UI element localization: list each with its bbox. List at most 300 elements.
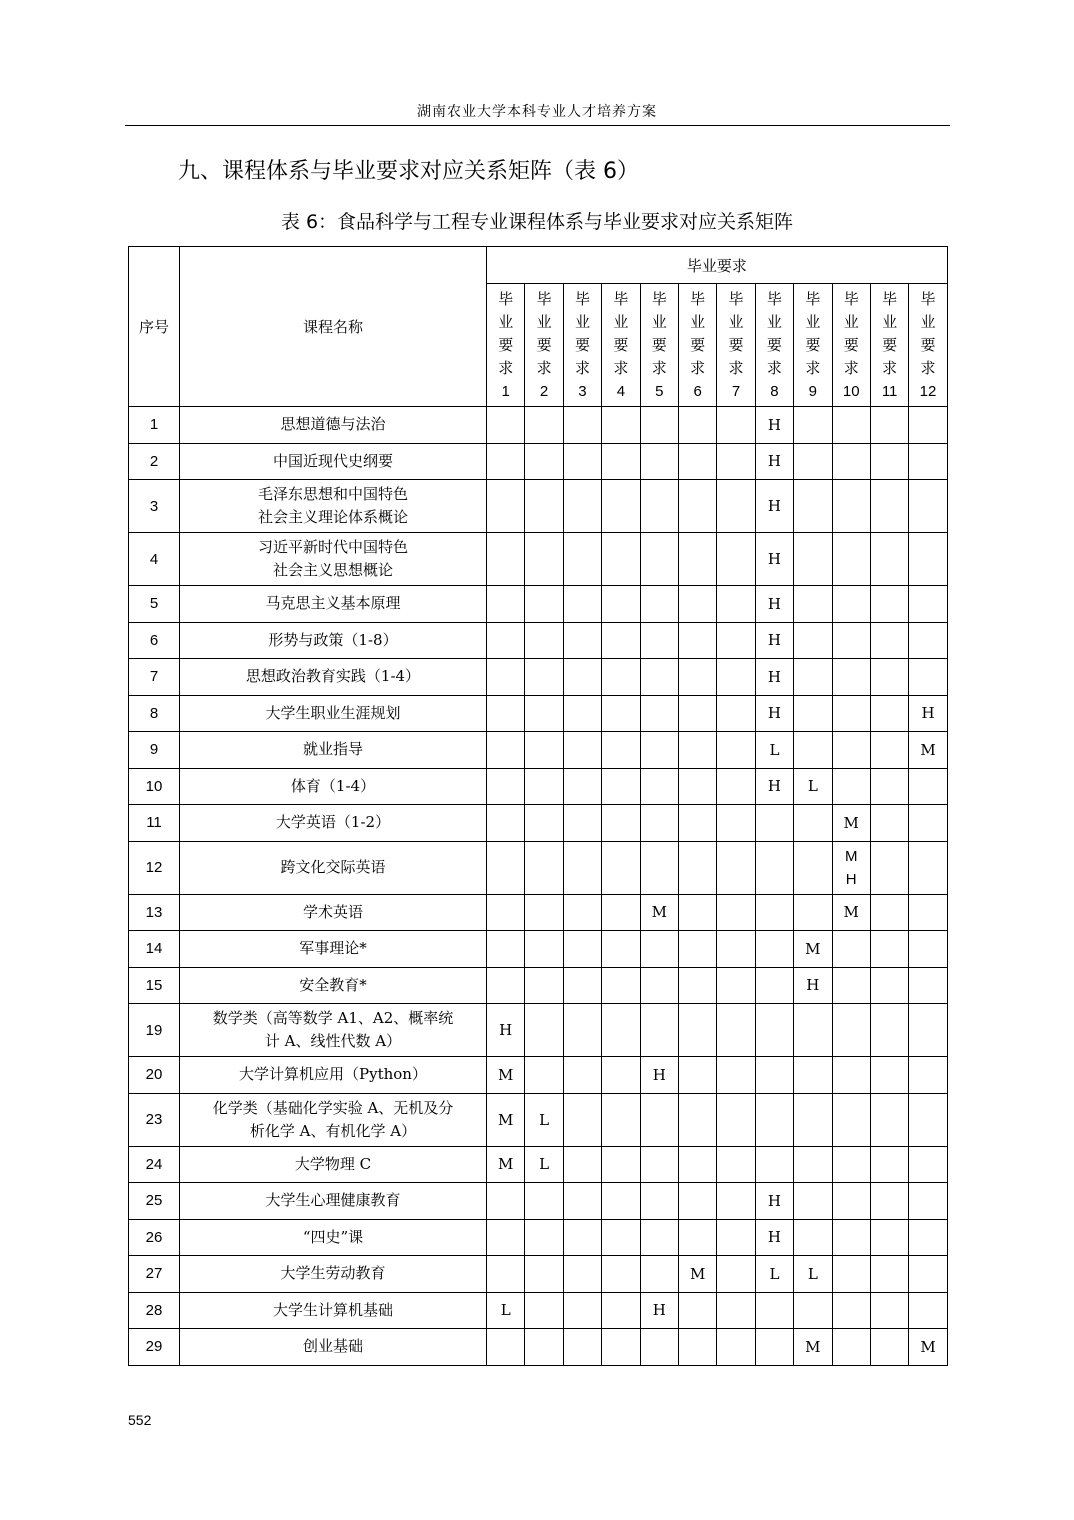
requirement-mark-cell: [909, 1292, 947, 1329]
course-name: [180, 1093, 487, 1146]
course-name: [180, 1004, 487, 1057]
requirement-mark-cell: [487, 841, 525, 894]
requirement-mark-cell: L: [755, 1256, 793, 1293]
requirement-mark-cell: [717, 1329, 755, 1366]
requirement-mark-cell: [563, 841, 601, 894]
requirement-mark-cell: M: [832, 805, 870, 842]
requirement-mark-cell: H: [755, 622, 793, 659]
requirement-mark-cell: [909, 967, 947, 1004]
row-index: 12: [129, 841, 180, 894]
row-index: 5: [129, 586, 180, 623]
requirement-mark-cell: [755, 841, 793, 894]
table-row: [129, 1256, 948, 1293]
requirement-mark-cell: [870, 443, 908, 480]
requirement-mark-cell: [563, 586, 601, 623]
requirement-mark-cell: [678, 622, 716, 659]
requirement-mark-cell: [525, 768, 563, 805]
requirement-mark-cell: [487, 732, 525, 769]
requirement-mark-cell: [678, 659, 716, 696]
requirement-mark-cell: [794, 1219, 832, 1256]
requirement-mark-cell: [487, 1219, 525, 1256]
requirement-mark-cell: [909, 894, 947, 931]
requirement-mark-cell: [794, 586, 832, 623]
requirement-mark-cell: [602, 1292, 640, 1329]
requirement-mark-cell: [717, 768, 755, 805]
row-index: 7: [129, 659, 180, 696]
requirement-mark-cell: H: [755, 443, 793, 480]
requirement-mark-cell: [563, 443, 601, 480]
requirement-mark-cell: [717, 586, 755, 623]
requirement-mark-cell: [640, 768, 678, 805]
requirement-mark-cell: [640, 1256, 678, 1293]
course-name: [180, 695, 487, 732]
requirement-mark-cell: [909, 586, 947, 623]
requirement-mark-cell: [870, 533, 908, 586]
requirement-mark-cell: [487, 443, 525, 480]
requirement-mark-cell: [755, 1329, 793, 1366]
requirement-mark-cell: H: [755, 768, 793, 805]
course-name: [180, 1146, 487, 1183]
page-number: 552: [128, 1412, 152, 1428]
requirement-mark-cell: [487, 805, 525, 842]
row-index: 23: [129, 1093, 180, 1146]
requirement-mark-cell: L: [794, 768, 832, 805]
requirement-mark-cell: [563, 695, 601, 732]
table-row: [129, 894, 948, 931]
requirement-mark-cell: [563, 1004, 601, 1057]
requirement-mark-cell: [640, 805, 678, 842]
course-name: [180, 1219, 487, 1256]
requirement-mark-cell: M H: [832, 841, 870, 894]
requirement-mark-cell: [832, 967, 870, 1004]
requirement-mark-cell: [525, 967, 563, 1004]
table-row: [129, 443, 948, 480]
column-header-index: 序号: [129, 247, 180, 407]
row-index: 20: [129, 1057, 180, 1094]
row-index: 3: [129, 480, 180, 533]
requirement-mark-cell: [794, 1146, 832, 1183]
requirement-mark-cell: H: [487, 1004, 525, 1057]
requirement-mark-cell: [640, 967, 678, 1004]
requirement-mark-cell: [832, 695, 870, 732]
course-name-line: 体育（1-4）: [290, 776, 376, 795]
requirement-mark-cell: [909, 768, 947, 805]
table-row: [129, 931, 948, 968]
requirement-mark-cell: [832, 1146, 870, 1183]
course-name: [180, 732, 487, 769]
requirement-mark-cell: [909, 443, 947, 480]
requirement-mark-cell: [717, 407, 755, 444]
requirement-mark-cell: [678, 1292, 716, 1329]
requirement-mark-cell: H: [794, 967, 832, 1004]
table-caption: 表 6：食品科学与工程专业课程体系与毕业要求对应关系矩阵: [280, 211, 794, 233]
requirement-mark-cell: [602, 695, 640, 732]
column-group-requirements: 毕业要求: [487, 247, 948, 284]
requirement-mark-cell: [870, 732, 908, 769]
requirement-mark-cell: [870, 967, 908, 1004]
requirement-mark-cell: [717, 1093, 755, 1146]
requirement-mark-cell: [909, 805, 947, 842]
requirement-mark-cell: [870, 1292, 908, 1329]
requirement-mark-cell: [909, 1093, 947, 1146]
requirement-mark-cell: [640, 1004, 678, 1057]
course-name: [180, 407, 487, 444]
requirement-mark-cell: [717, 695, 755, 732]
requirement-mark-cell: [717, 967, 755, 1004]
requirement-mark-cell: [678, 1219, 716, 1256]
requirement-mark-cell: [832, 732, 870, 769]
table-row: [129, 732, 948, 769]
requirement-mark-cell: [487, 659, 525, 696]
row-index: 11: [129, 805, 180, 842]
requirement-mark-cell: [755, 931, 793, 968]
requirement-mark-cell: H: [755, 586, 793, 623]
requirement-mark-cell: [909, 533, 947, 586]
requirement-mark-cell: [794, 480, 832, 533]
requirement-mark-cell: [870, 805, 908, 842]
requirement-mark-cell: [640, 480, 678, 533]
row-index: 1: [129, 407, 180, 444]
requirement-mark-cell: H: [755, 659, 793, 696]
requirement-mark-cell: [525, 1292, 563, 1329]
requirement-mark-cell: [602, 586, 640, 623]
requirement-mark-cell: [909, 1146, 947, 1183]
table-row: [129, 1183, 948, 1220]
table-row: [129, 805, 948, 842]
requirement-mark-cell: [832, 407, 870, 444]
requirement-mark-cell: [602, 1183, 640, 1220]
course-name-line: 学术英语: [302, 902, 363, 921]
column-header-requirement-4: 毕 业 要 求 4: [602, 284, 640, 407]
requirement-mark-cell: [794, 1183, 832, 1220]
requirement-mark-cell: [487, 768, 525, 805]
requirement-mark-cell: [487, 622, 525, 659]
requirement-mark-cell: [870, 1183, 908, 1220]
course-name-line: 军事理论*: [299, 939, 367, 958]
requirement-mark-cell: [487, 967, 525, 1004]
requirement-mark-cell: M: [640, 894, 678, 931]
requirement-mark-cell: [487, 894, 525, 931]
requirement-mark-cell: [678, 768, 716, 805]
course-name-line: 思想政治教育实践（1-4）: [245, 667, 421, 686]
requirement-mark-cell: [794, 407, 832, 444]
requirement-mark-cell: [525, 480, 563, 533]
requirement-mark-cell: [909, 659, 947, 696]
requirement-mark-cell: [640, 695, 678, 732]
table-row: [129, 1292, 948, 1329]
requirement-mark-cell: [909, 1256, 947, 1293]
requirement-mark-cell: [602, 480, 640, 533]
table-row: [129, 1146, 948, 1183]
requirement-mark-cell: [487, 931, 525, 968]
requirement-mark-cell: [563, 407, 601, 444]
requirement-mark-cell: [794, 659, 832, 696]
requirement-mark-cell: [794, 443, 832, 480]
requirement-mark-cell: H: [755, 1183, 793, 1220]
requirement-mark-cell: [870, 659, 908, 696]
requirement-mark-cell: [602, 1004, 640, 1057]
requirement-mark-cell: [794, 894, 832, 931]
requirement-mark-cell: [602, 533, 640, 586]
requirement-mark-cell: [870, 1057, 908, 1094]
requirement-mark-cell: H: [755, 695, 793, 732]
column-header-requirement-5: 毕 业 要 求 5: [640, 284, 678, 407]
requirement-mark-cell: [832, 1093, 870, 1146]
requirement-mark-cell: [525, 1329, 563, 1366]
requirement-mark-cell: [678, 1329, 716, 1366]
requirement-mark-cell: [525, 659, 563, 696]
section-heading: 九、课程体系与毕业要求对应关系矩阵（表 6）: [178, 159, 639, 184]
column-header-requirement-3: 毕 业 要 求 3: [563, 284, 601, 407]
course-name: [180, 1057, 487, 1094]
requirement-mark-cell: M: [832, 894, 870, 931]
course-name: [180, 1329, 487, 1366]
requirement-mark-cell: [563, 894, 601, 931]
course-name: [180, 805, 487, 842]
column-header-requirement-9: 毕 业 要 求 9: [794, 284, 832, 407]
requirement-mark-cell: [678, 841, 716, 894]
requirement-mark-cell: [563, 533, 601, 586]
column-header-course: 课程名称: [180, 247, 487, 407]
course-name: [180, 967, 487, 1004]
course-name: [180, 1183, 487, 1220]
requirement-mark-cell: [563, 1057, 601, 1094]
requirement-mark-cell: [717, 894, 755, 931]
requirement-mark-cell: [525, 1004, 563, 1057]
requirement-mark-cell: [525, 695, 563, 732]
requirement-mark-cell: [755, 1057, 793, 1094]
requirement-mark-cell: [678, 1004, 716, 1057]
requirement-mark-cell: [794, 533, 832, 586]
table-row: [129, 1329, 948, 1366]
requirement-mark-cell: [870, 1146, 908, 1183]
requirement-mark-cell: H: [755, 480, 793, 533]
requirement-mark-cell: [870, 1004, 908, 1057]
requirement-mark-cell: L: [525, 1093, 563, 1146]
requirement-mark-cell: [870, 768, 908, 805]
requirement-mark-cell: [678, 894, 716, 931]
requirement-mark-cell: M: [678, 1256, 716, 1293]
requirement-mark-cell: [602, 659, 640, 696]
requirement-mark-cell: [794, 841, 832, 894]
requirement-mark-cell: [563, 659, 601, 696]
requirement-mark-cell: [678, 1093, 716, 1146]
requirement-mark-cell: M: [909, 732, 947, 769]
requirement-mark-cell: [832, 768, 870, 805]
requirement-mark-cell: [525, 586, 563, 623]
header-rule: [125, 125, 950, 126]
requirement-mark-cell: [717, 1057, 755, 1094]
requirements-matrix-table: [128, 246, 948, 1366]
requirement-mark-cell: [640, 732, 678, 769]
requirement-mark-cell: [525, 443, 563, 480]
course-name: [180, 894, 487, 931]
row-index: 2: [129, 443, 180, 480]
requirement-mark-cell: [832, 443, 870, 480]
requirement-mark-cell: [832, 622, 870, 659]
requirement-mark-cell: [563, 1183, 601, 1220]
requirement-mark-cell: [870, 480, 908, 533]
requirement-mark-cell: [602, 1219, 640, 1256]
requirement-mark-cell: [909, 1004, 947, 1057]
requirement-mark-cell: [717, 533, 755, 586]
requirement-mark-cell: M: [487, 1057, 525, 1094]
row-index: 24: [129, 1146, 180, 1183]
requirement-mark-cell: M: [487, 1093, 525, 1146]
requirement-mark-cell: [563, 1292, 601, 1329]
requirement-mark-cell: [678, 480, 716, 533]
requirement-mark-cell: [870, 407, 908, 444]
course-name-line: 大学生职业生涯规划: [265, 703, 401, 722]
requirement-mark-cell: [717, 931, 755, 968]
requirement-mark-cell: [640, 586, 678, 623]
course-name-line: 大学生心理健康教育: [265, 1191, 401, 1210]
requirement-mark-cell: [602, 443, 640, 480]
requirement-mark-cell: [525, 931, 563, 968]
requirement-mark-cell: [717, 1004, 755, 1057]
requirement-mark-cell: [563, 931, 601, 968]
requirement-mark-cell: H: [755, 407, 793, 444]
requirement-mark-cell: [525, 1183, 563, 1220]
requirement-mark-cell: [717, 1292, 755, 1329]
requirement-mark-cell: [755, 1004, 793, 1057]
requirement-mark-cell: [640, 1093, 678, 1146]
course-name-line: 中国近现代史纲要: [272, 451, 393, 470]
requirement-mark-cell: [870, 1093, 908, 1146]
requirement-mark-cell: [832, 1183, 870, 1220]
requirement-mark-cell: [832, 659, 870, 696]
requirement-mark-cell: M: [794, 1329, 832, 1366]
requirement-mark-cell: [602, 1329, 640, 1366]
requirement-mark-cell: [755, 1146, 793, 1183]
row-index: 10: [129, 768, 180, 805]
requirement-mark-cell: M: [794, 931, 832, 968]
row-index: 13: [129, 894, 180, 931]
requirement-mark-cell: [640, 931, 678, 968]
requirement-mark-cell: [678, 407, 716, 444]
column-header-requirement-7: 毕 业 要 求 7: [717, 284, 755, 407]
requirement-mark-cell: [602, 894, 640, 931]
requirement-mark-cell: [678, 967, 716, 1004]
table-row: [129, 1093, 948, 1146]
requirement-mark-cell: [640, 1329, 678, 1366]
requirement-mark-cell: [678, 695, 716, 732]
requirement-mark-cell: [678, 443, 716, 480]
course-name-line: 就业指导: [302, 740, 363, 759]
requirement-mark-cell: [525, 894, 563, 931]
requirement-mark-cell: [640, 533, 678, 586]
requirement-mark-cell: [717, 1146, 755, 1183]
requirement-mark-cell: [755, 967, 793, 1004]
requirement-mark-cell: [794, 732, 832, 769]
requirement-mark-cell: [794, 1093, 832, 1146]
column-header-requirement-8: 毕 业 要 求 8: [755, 284, 793, 407]
course-name-line: 化学类（基础化学实验 A、无机及分: [212, 1098, 454, 1117]
requirement-mark-cell: [640, 1146, 678, 1183]
requirement-mark-cell: [755, 894, 793, 931]
course-name: [180, 931, 487, 968]
requirement-mark-cell: [525, 407, 563, 444]
requirement-mark-cell: [832, 586, 870, 623]
row-index: 8: [129, 695, 180, 732]
row-index: 6: [129, 622, 180, 659]
requirement-mark-cell: [717, 805, 755, 842]
course-name-line: 跨文化交际英语: [280, 858, 386, 876]
table-row: [129, 480, 948, 533]
requirement-mark-cell: [717, 1183, 755, 1220]
requirement-mark-cell: [602, 1093, 640, 1146]
requirement-mark-cell: [909, 841, 947, 894]
row-index: 14: [129, 931, 180, 968]
requirement-mark-cell: [563, 732, 601, 769]
requirement-mark-cell: [678, 1057, 716, 1094]
requirement-mark-cell: [832, 1219, 870, 1256]
column-header-requirement-2: 毕 业 要 求 2: [525, 284, 563, 407]
row-index: 27: [129, 1256, 180, 1293]
course-name-line: 毛泽东思想和中国特色: [257, 485, 408, 503]
requirement-mark-cell: [755, 805, 793, 842]
requirement-mark-cell: [832, 1256, 870, 1293]
table-row: [129, 768, 948, 805]
requirement-mark-cell: [525, 1256, 563, 1293]
requirement-mark-cell: [563, 622, 601, 659]
requirement-mark-cell: [563, 1146, 601, 1183]
row-index: 28: [129, 1292, 180, 1329]
requirement-mark-cell: [678, 533, 716, 586]
requirement-mark-cell: [832, 1329, 870, 1366]
requirement-mark-cell: [487, 695, 525, 732]
row-index: 25: [129, 1183, 180, 1220]
requirement-mark-cell: [678, 586, 716, 623]
requirement-mark-cell: H: [640, 1292, 678, 1329]
requirement-mark-cell: [602, 1057, 640, 1094]
row-index: 29: [129, 1329, 180, 1366]
table-row: [129, 1004, 948, 1057]
row-index: 4: [129, 533, 180, 586]
requirement-mark-cell: [602, 622, 640, 659]
course-name-line: 思想道德与法治: [280, 415, 386, 434]
requirement-mark-cell: [909, 1183, 947, 1220]
requirement-mark-cell: [678, 805, 716, 842]
requirement-mark-cell: [832, 1004, 870, 1057]
requirement-mark-cell: [602, 1256, 640, 1293]
row-index: 15: [129, 967, 180, 1004]
requirement-mark-cell: H: [909, 695, 947, 732]
requirement-mark-cell: L: [487, 1292, 525, 1329]
requirement-mark-cell: [717, 732, 755, 769]
requirement-mark-cell: [602, 841, 640, 894]
column-header-requirement-11: 毕 业 要 求 11: [870, 284, 908, 407]
requirement-mark-cell: [563, 967, 601, 1004]
column-header-requirement-12: 毕 业 要 求 12: [909, 284, 947, 407]
requirement-mark-cell: [794, 805, 832, 842]
requirement-mark-cell: [717, 841, 755, 894]
requirement-mark-cell: [640, 443, 678, 480]
requirement-mark-cell: [640, 841, 678, 894]
requirement-mark-cell: [909, 407, 947, 444]
requirement-mark-cell: [487, 533, 525, 586]
requirement-mark-cell: [602, 967, 640, 1004]
requirement-mark-cell: [832, 480, 870, 533]
requirement-mark-cell: [870, 931, 908, 968]
requirement-mark-cell: [525, 533, 563, 586]
requirement-mark-cell: [678, 1183, 716, 1220]
requirement-mark-cell: [563, 1256, 601, 1293]
requirement-mark-cell: [794, 1057, 832, 1094]
requirement-mark-cell: [640, 1183, 678, 1220]
course-name-line: 习近平新时代中国特色: [257, 538, 408, 556]
requirement-mark-cell: [525, 1057, 563, 1094]
